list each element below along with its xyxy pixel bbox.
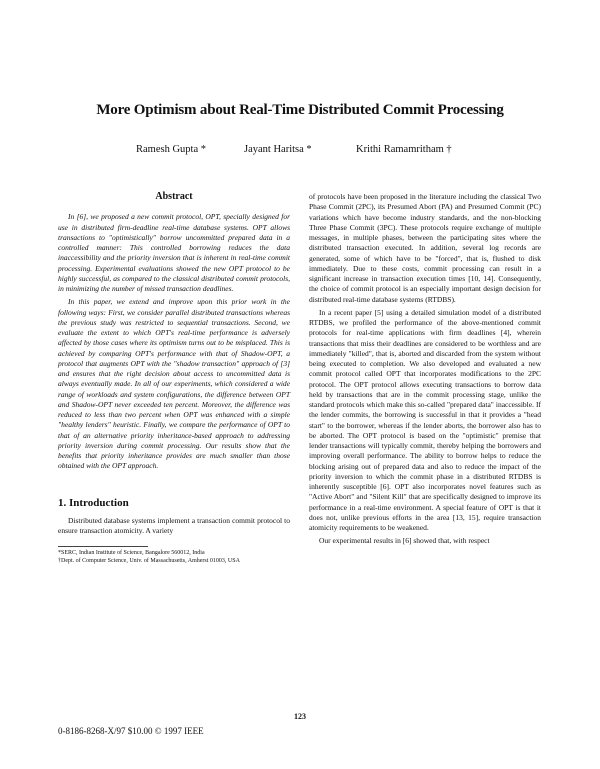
intro-paragraph-1: Distributed database systems implement a transaction commit protocol to ensure transaction atomicity. A variety [58, 515, 290, 535]
intro-body [58, 516, 290, 537]
copyright-line: 0-8186-8268-X/97 $10.00 © 1997 IEEE [58, 726, 204, 736]
left-column [58, 192, 290, 565]
author-2: Jayant Haritsa * [244, 144, 312, 155]
right-column [309, 192, 541, 550]
abstract-paragraph-1: In [6], we proposed a new commit protocol, OPT, specially designed for use in distributed firm-deadline real-time database systems. OPT allows transactions to "optimistically" borrow uncommitted prepared data in a controlled manner: This controlled borrowing reduces the data inaccessibility and the priority inversion that is inherent in real-time commit processing. Experimental evaluations showed the new OPT protocol to be highly successful, as compared to the classical distributed commit protocols, in minimizing the number of missed transaction deadlines. [58, 212, 290, 293]
footnote-2: †Dept. of Computer Science, Univ. of Massachusetts, Amherst 01003, USA [58, 558, 240, 565]
author-1: Ramesh Gupta * [136, 144, 206, 155]
right-paragraph-1: of protocols have been proposed in the literature including the classical Two Phase Commit (2PC), its Presumed Abort (PA) and Presumed Commit (PC) variations which have become industry standards, and the non-blocking Three Phase Commit (3PC). These protocols require exchange of multiple messages, in multiple phases, between the participating sites where the distributed transaction executed. In addition, several log records are generated, some of which have to be "forced", that is, flushed to disk immediately. Due to these costs, commit processing can result in a significant increase in transaction execution times [10, 14]. Consequently, the choice of commit protocol is an especially important design decision for distributed real-time database systems (RTDBS). [309, 192, 541, 304]
abstract-body [58, 212, 290, 471]
footnote-1: *SERC, Indian Institute of Science, Bangalore 560012, India [58, 550, 205, 557]
abstract-heading: Abstract [155, 191, 193, 202]
abstract-paragraph-2: In this paper, we extend and improve upon this prior work in the following ways: First, we consider parallel distributed transactions whereas the previous study was restricted to sequential transactions. Second, we evaluate the extent to which OPT's real-time performance is adversely affected by those cases where its optimism turns out to be misplaced. This is achieved by comparing OPT's performance with that of Shadow-OPT, a protocol that augments OPT with the "shadow transaction" approach of [3] and ensures that the right decision about access to uncommitted data is always eventually made. In all of our experiments, which considered a wide range of workloads and system configurations, the difference between OPT and Shadow-OPT never exceeded ten percent. Moreover, the difference was reduced to less than two percent when OPT was enhanced with a simple "healthy lenders" heuristic. Finally, we compare the performance of OPT to that of an alternative priority inheritance-based approach to addressing priority inversion during commit processing. Our results show that the benefits that priority inheritance provides are much smaller than those obtained with the OPT approach. [58, 297, 290, 471]
page-number: 123 [294, 712, 306, 721]
right-paragraph-2: In a recent paper [5] using a detailed simulation model of a distributed RTDBS, we profiled the performance of the above-mentioned commit protocols for real-time applications with firm deadlines [4], wherein transactions that miss their deadlines are considered to be worthless and are immediately "killed", that is, aborted and discarded from the system without being executed to completion. We also developed and evaluated a new commit protocol called OPT that incorporates modifications to the 2PC protocol. The OPT protocol allows executing transactions to borrow data held by transactions that are in the commit processing stage, unlike the standard protocols which make this so-called "prepared data" inaccessible. If the lender commits, the borrowing is successful in that it provides a "head start" to the borrower, whereas if the lender aborts, the borrower also has to be aborted. The OPT protocol is based on the "optimistic" premise that lender transactions will typically commit, thereby helping the borrowers and improving overall performance. The ability to borrow helps to reduce the blocking arising out of prepared data and also to reduce the impact of the priority inversion to which the commit phase in a distributed RTDBS is inherently susceptible [6]. OPT also incorporates novel features such as "Active Abort" and "Silent Kill" that are specifically designed to improve its performance in a real-time environment. A special feature of OPT is that it does not, unlike previous efforts in the area [13, 15], require transaction atomicity requirements to be weakened. [309, 307, 541, 532]
intro-heading: 1. Introduction [58, 496, 129, 509]
author-3: Krithi Ramamritham † [356, 144, 452, 155]
paper-title: More Optimism about Real-Time Distributed Commit Processing [96, 102, 504, 118]
right-paragraph-3: Our experimental results in [6] showed that, with respect [319, 536, 490, 546]
